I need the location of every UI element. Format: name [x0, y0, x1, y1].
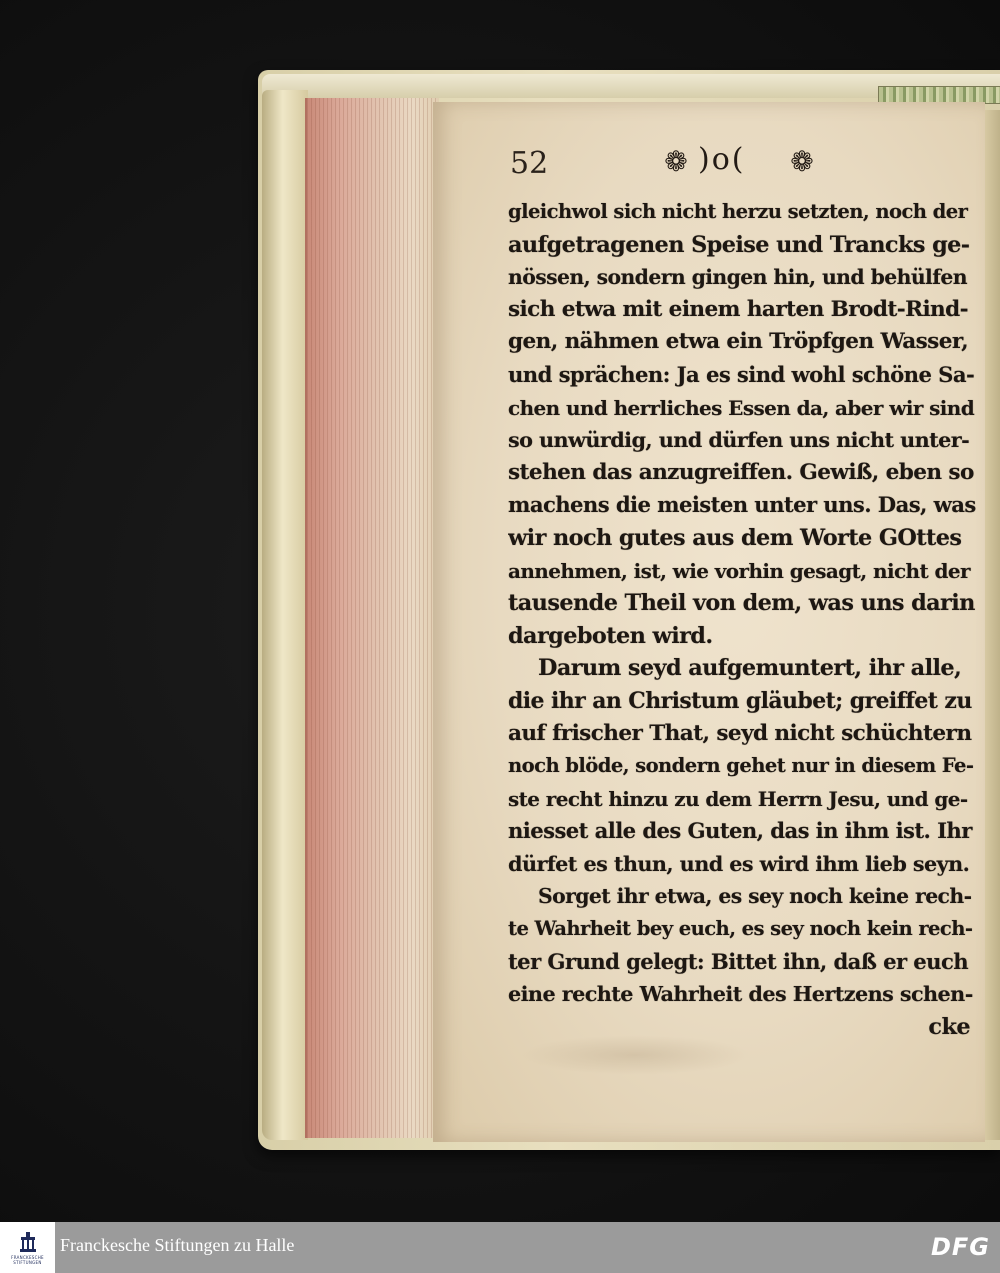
text-line: annehmen, ist, wie vorhin gesagt, nicht der [508, 558, 970, 583]
fleuron-ornament-icon: ❁ [664, 145, 688, 178]
text-line: ste recht hinzu zu dem Herrn Jesu, und ge- [508, 786, 968, 811]
institution-name: Franckesche Stiftungen zu Halle [60, 1235, 295, 1255]
logo-caption [11, 1255, 44, 1265]
text-line: noch blöde, sondern gehet nur in diesem Fe- [508, 754, 974, 778]
text-line: chen und herrliches Essen da, aber wir sind [508, 395, 975, 420]
paper-stain [520, 1035, 750, 1075]
text-line: ter Grund gelegt: Bittet ihn, daß er euch [508, 948, 969, 974]
text-line: dürfet es thun, und es wird ihm lieb seyn. [508, 850, 970, 876]
page-edges-right [985, 110, 1000, 1140]
page-number: 52 [510, 146, 549, 181]
book-spine-edge [262, 90, 308, 1140]
text-line: so unwürdig, und dürfen uns nicht unter- [508, 427, 970, 453]
text-line: und sprächen: Ja es sind wohl schöne Sa- [508, 361, 975, 387]
text-line: die ihr an Christum gläubet; greiffet zu [508, 687, 972, 714]
header-mark: )o( [698, 142, 746, 177]
text-line: nössen, sondern gingen hin, und behülfen [508, 265, 967, 290]
page-header [510, 140, 814, 184]
text-line: Sorget ihr etwa, es sey noch keine rech- [538, 884, 972, 909]
page-text [508, 196, 976, 1043]
text-line: stehen das anzugreiffen. Gewiß, eben so [508, 459, 974, 485]
building-icon [18, 1231, 38, 1253]
text-line: sich etwa mit einem harten Brodt-Rind- [508, 296, 969, 322]
text-line: machens die meisten unter uns. Das, was [508, 492, 976, 518]
page-edges-left [305, 98, 439, 1138]
text-line: eine rechte Wahrheit des Hertzens schen- [508, 981, 973, 1007]
text-line: Darum seyd aufgemuntert, ihr alle, [538, 655, 962, 682]
text-line: wir noch gutes aus dem Worte GOttes [508, 524, 962, 551]
text-line: gleichwol sich nicht herzu setzten, noch der [508, 200, 968, 223]
logo-caption-line-2: STIFTUNGEN [13, 1259, 42, 1265]
dfg-logo-icon[interactable]: DFG [930, 1233, 990, 1261]
fleuron-ornament-icon: ❁ [790, 145, 814, 178]
text-line: gen, nähmen etwa ein Tröpfgen Wasser, [508, 329, 968, 355]
text-line: dargeboten wird. [508, 622, 713, 649]
text-line: auf frischer That, seyd nicht schüchtern [508, 720, 972, 746]
footer-bar [0, 1222, 1000, 1273]
text-line: te Wahrheit bey euch, es sey noch kein rech- [508, 917, 973, 941]
text-line: aufgetragenen Speise und Trancks ge- [508, 231, 970, 258]
text-line: tausende Theil von dem, was uns darin [508, 590, 975, 617]
catchword: cke [928, 1013, 970, 1040]
text-line: niesset alle des Guten, das in ihm ist. Ihr [508, 818, 972, 844]
franckesche-stiftungen-logo-icon[interactable] [0, 1222, 55, 1273]
logo-caption-line-1: FRANCKESCHE [11, 1254, 44, 1260]
